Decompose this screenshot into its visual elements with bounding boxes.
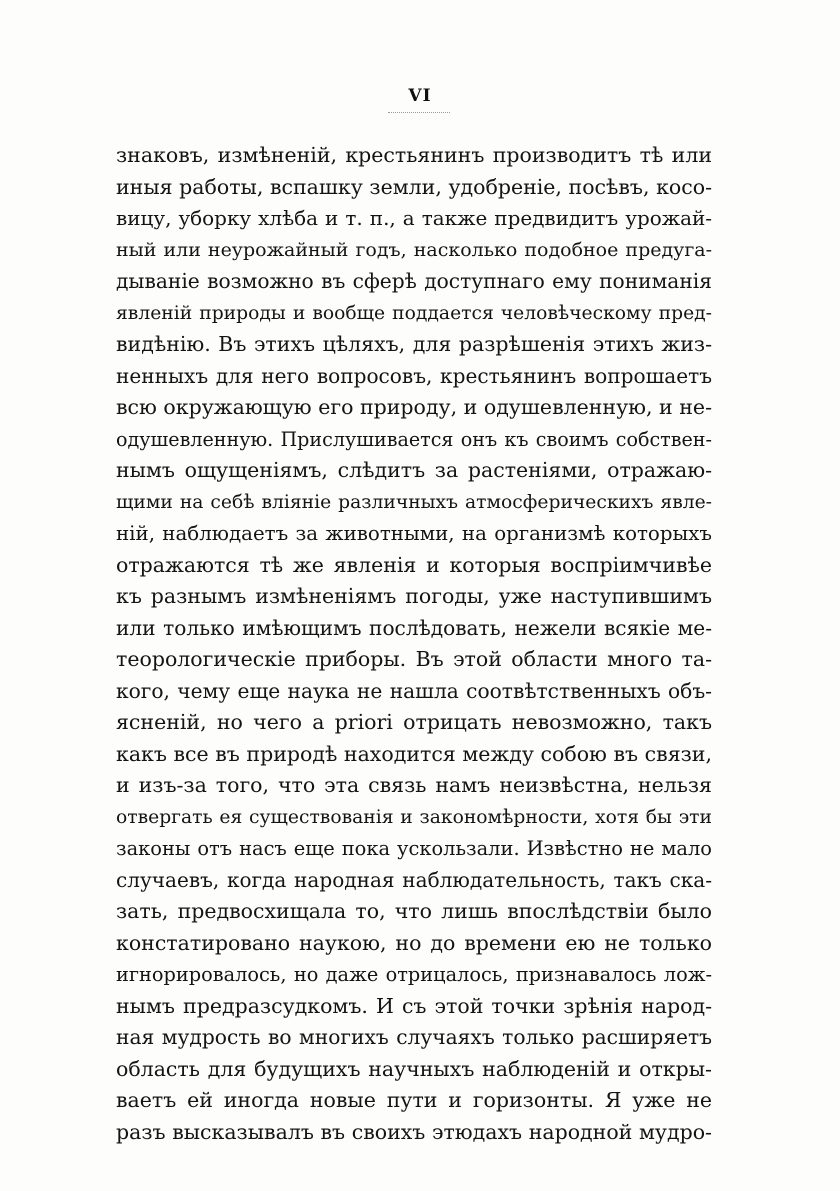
text-line: къ разнымъ измѣненіямъ погоды, уже наступившимъ <box>116 584 712 608</box>
text-line: иныя работы, вспашку земли, удобреніе, посѣвъ, косо- <box>116 174 712 199</box>
text-line: нымъ ощущеніямъ, слѣдитъ за растеніями, отражаю- <box>116 458 712 482</box>
text-line: или только имѣющимъ послѣдовать, нежели всякіе ме- <box>116 615 712 640</box>
text-line: ясненій, но чего a priori отрицать невозможно, такъ <box>116 710 712 734</box>
text-line: знаковъ, измѣненій, крестьянинъ производитъ тѣ или <box>116 143 712 167</box>
text-line: ненныхъ для него вопросовъ, крестьянинъ вопрошаетъ <box>116 363 712 388</box>
text-line: область для будущихъ научныхъ наблюденій и откры- <box>116 1056 712 1081</box>
text-line: законы отъ насъ еще пока ускользали. Извѣстно не мало <box>116 837 712 860</box>
text-line: нымъ предразсудкомъ. И съ этой точки зрѣнія народ- <box>116 993 712 1018</box>
text-line: видѣнію. Въ этихъ цѣляхъ, для разрѣшенія этихъ жиз- <box>116 332 712 356</box>
text-line: ная мудрость во многихъ случаяхъ только расширяетъ <box>116 1025 712 1049</box>
page-number: VI <box>408 86 432 106</box>
text-line: констатировано наукою, но до времени ею не только <box>116 930 712 955</box>
text-line: кого, чему еще наука не нашла соотвѣтственныхъ объ- <box>116 678 712 703</box>
text-line: вицу, уборку хлѣба и т. п., а также предвидитъ урожай- <box>116 206 712 230</box>
text-line: ваетъ ей иногда новые пути и горизонты. Я уже не <box>116 1088 712 1112</box>
text-line: и изъ-за того, что эта связь намъ неизвѣстна, нельзя <box>116 773 712 797</box>
text-line: отражаются тѣ же явленія и которыя воспріимчивѣе <box>116 552 712 577</box>
body-text <box>116 140 712 1148</box>
text-line: явленій природы и вообще поддается человѣческому пред- <box>116 302 712 324</box>
text-line: какъ все въ природѣ находится между собою въ связи, <box>116 741 712 766</box>
header-rule <box>388 112 450 113</box>
text-line: разъ высказывалъ въ своихъ этюдахъ народной мудро- <box>116 1119 712 1144</box>
text-line: дываніе возможно въ сферѣ доступнаго ему пониманія <box>116 269 712 293</box>
text-line: всю окружающую его природу, и одушевленную, и не- <box>116 395 712 419</box>
text-line: теорологическіе приборы. Въ этой области много та- <box>116 647 712 671</box>
text-line: щими на себѣ вліяніе различныхъ атмосферическихъ явле- <box>116 491 712 513</box>
text-line: одушевленную. Прислушивается онъ къ своимъ собствен- <box>116 427 712 451</box>
text-line: зать, предвосхищала то, что лишь впослѣдствіи было <box>116 899 712 923</box>
text-line: игнорировалось, но даже отрицалось, признавалось лож- <box>116 963 712 986</box>
text-line: отвергать ея существованія и закономѣрности, хотя бы эти <box>116 806 712 828</box>
text-line: случаевъ, когда народная наблюдательность, такъ ска- <box>116 867 712 892</box>
text-line: ній, наблюдаетъ за животными, на организмѣ которыхъ <box>116 522 712 545</box>
text-line: ный или неурожайный годъ, насколько подобное предуга- <box>116 238 712 261</box>
